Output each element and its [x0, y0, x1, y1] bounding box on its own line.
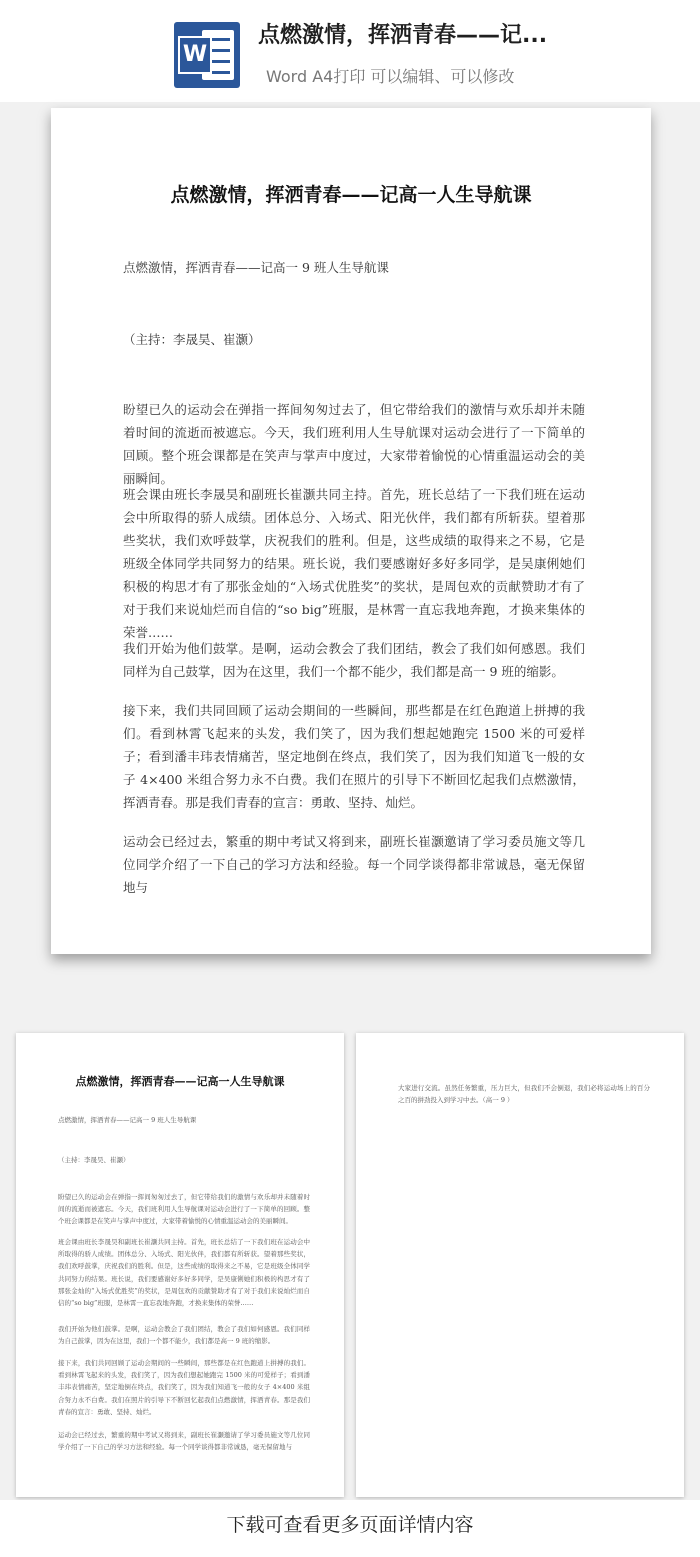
page-thumbnail-1[interactable]: [16, 1033, 344, 1497]
page-title: 点燃激情，挥洒青春——记高一人生导航课: [170, 184, 532, 206]
subtitle-line: 点燃激情，挥洒青春——记高一 9 班人生导航课: [123, 260, 389, 275]
thumbnail-paragraph: 运动会已经过去，繁重的期中考试又将到来，副班长崔灏邀请了学习委员施文等几位同学介绍了一下自己的学习方法和经验。每一个同学谈得都非常诚恳，毫无保留地与: [58, 1431, 310, 1452]
hosts-line: （主持：李晟昊、崔灏）: [123, 332, 261, 347]
thumbnail-paragraph: 我们开始为他们鼓掌。是啊，运动会教会了我们团结，教会了我们如何感恩。我们同样为自己鼓掌，因为在这里，我们一个都不能少，我们都是高一 9 班的缩影。: [58, 1325, 310, 1346]
thumbnail-subtitle: 点燃激情，挥洒青春——记高一 9 班人生导航课: [58, 1116, 197, 1124]
word-letter: W: [178, 36, 212, 74]
thumbnail-paragraph: 大家进行交流。虽然任务繁重，压力巨大，但我们不会倒退，我们必将运动场上的百分之百的拼劲投入到学习中去。（高一 9 ）: [398, 1084, 650, 1105]
paragraph-1: 盼望已久的运动会在弹指一挥间匆匆过去了，但它带给我们的激情与欢乐却并未随着时间的流逝而被遮忘。今天，我们班利用人生导航课对运动会进行了一下简单的回顾。整个班会课都是在笑声与掌声中度过，大家带着愉悦的心情重温运动会的美丽瞬间。: [123, 402, 585, 486]
thumbnail-paragraph: 班会课由班长李晟昊和副班长崔灏共同主持。首先，班长总结了一下我们班在运动会中所取得的骄人成绩。团体总分、入场式、阳光伙伴，我们都有所斩获。望着那些奖状，我们欢呼鼓掌，庆祝我们的胜利。但是，这些成绩的取得来之不易，它是班级全体同学共同努力的结果。班长说，我们要感谢好多好多同学，是吴康俐她们积极的构思才有了那张金灿的“入场式优胜奖”的奖状，是周包欢的贡献赞助才有了对于我们来说灿烂而自信的“so big”班服，是林霄一直忘我地奔跑，才换来集体的荣誉……: [58, 1238, 310, 1308]
paragraph-5: 运动会已经过去，繁重的期中考试又将到来，副班长崔灏邀请了学习委员施文等几位同学介绍了一下自己的学习方法和经验。每一个同学谈得都非常诚恳，毫无保留地与: [123, 834, 585, 895]
thumbnail-paragraph: 接下来，我们共同回顾了运动会期间的一些瞬间，那些都是在红色跑道上拼搏的我们。看到林霄飞起来的头发，我们笑了，因为我们想起她跑完 1500 米的可爱样子；看到潘丰玮表情痛苦，坚定地倒在终点，我们笑了，因为我们知道飞一般的女子 4×400 米组合努力永不白费。我们在照片的引导下不断回忆起我们点燃激情，挥洒青春。那是我们青春的宣言：勇敢、坚持、灿烂。: [58, 1359, 310, 1416]
document-title: 点燃激情，挥洒青春——记...: [258, 23, 548, 48]
page-thumbnail-2[interactable]: [356, 1033, 684, 1497]
paragraph-3: 我们开始为他们鼓掌。是啊，运动会教会了我们团结，教会了我们如何感恩。我们同样为自己鼓掌，因为在这里，我们一个都不能少，我们都是高一 9 班的缩影。: [123, 641, 585, 679]
thumbnail-title: 点燃激情，挥洒青春——记高一人生导航课: [75, 1075, 285, 1088]
header: [0, 0, 700, 102]
document-page-preview: [51, 108, 651, 954]
word-document-icon: [174, 22, 240, 88]
download-more-link[interactable]: 下载可查看更多页面详情内容: [0, 1500, 700, 1557]
thumbnail-paragraph: 盼望已久的运动会在弹指一挥间匆匆过去了，但它带给我们的激情与欢乐却并未随着时间的流逝而被遮忘。今天，我们班利用人生导航课对运动会进行了一下简单的回顾。整个班会课都是在笑声与掌声中度过，大家带着愉悦的心情重温运动会的美丽瞬间。: [58, 1193, 310, 1226]
paragraph-4: 接下来，我们共同回顾了运动会期间的一些瞬间，那些都是在红色跑道上拼搏的我们。看到林霄飞起来的头发，我们笑了，因为我们想起她跑完 1500 米的可爱样子；看到潘丰玮表情痛苦，坚定地倒在终点，我们笑了，因为我们知道飞一般的女子 4×400 米组合努力永不白费。我们在照片的引导下不断回忆起我们点燃激情，挥洒青春。那是我们青春的宣言：勇敢、坚持、灿烂。: [123, 703, 585, 810]
paragraph-2: 班会课由班长李晟昊和副班长崔灏共同主持。首先，班长总结了一下我们班在运动会中所取得的骄人成绩。团体总分、入场式、阳光伙伴，我们都有所斩获。望着那些奖状，我们欢呼鼓掌，庆祝我们的胜利。但是，这些成绩的取得来之不易，它是班级全体同学共同努力的结果。班长说，我们要感谢好多好多同学，是吴康俐她们积极的构思才有了那张金灿的“入场式优胜奖”的奖状，是周包欢的贡献赞助才有了对于我们来说灿烂而自信的“so big”班服，是林霄一直忘我地奔跑，才换来集体的荣誉……: [123, 487, 585, 640]
document-subtitle: Word A4打印 可以编辑、可以修改: [266, 67, 515, 86]
thumbnail-hosts: （主持：李晟昊、崔灏）: [58, 1156, 130, 1164]
